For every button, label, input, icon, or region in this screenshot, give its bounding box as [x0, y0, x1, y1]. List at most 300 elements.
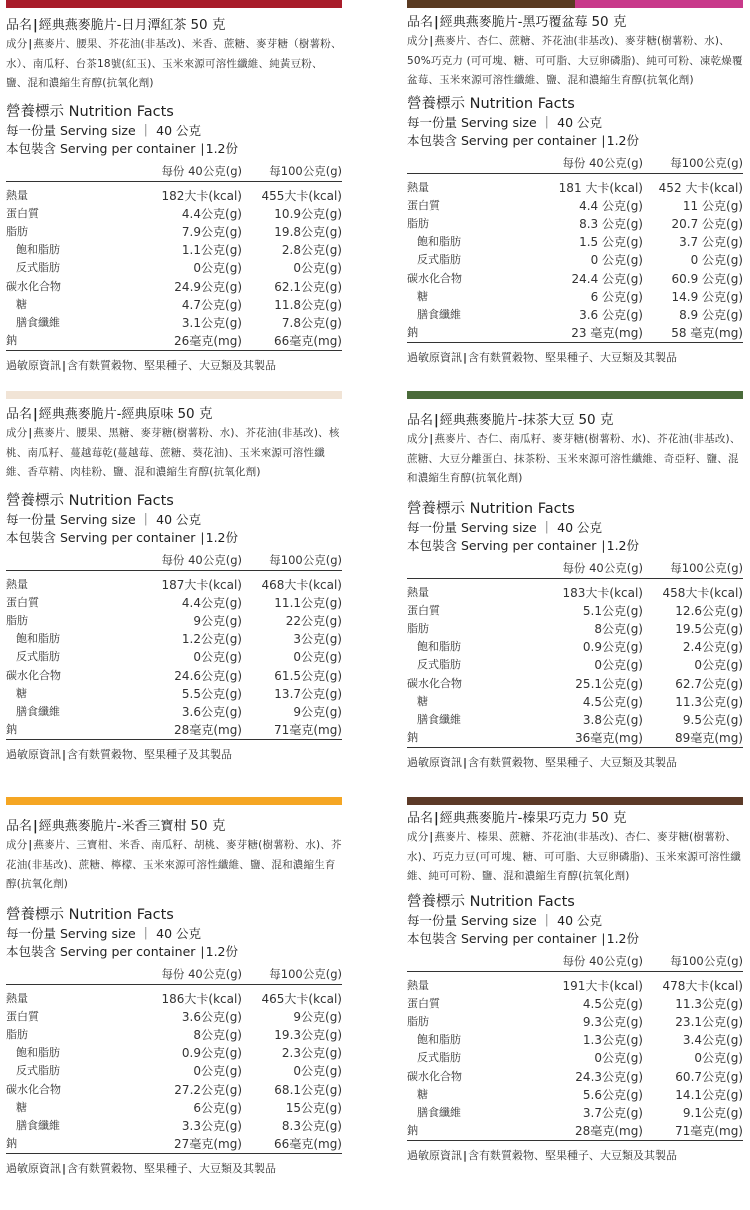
product-name: 經典燕麥脆片-米香三寶柑	[38, 819, 187, 834]
table-row	[407, 620, 743, 638]
per-serving-value: 3.6公克(g)	[181, 1009, 242, 1024]
nutrient-label: 蛋白質	[6, 595, 39, 609]
nutrition-facts-title: 營養標示 Nutrition Facts	[407, 893, 575, 910]
nutrition-table	[6, 550, 342, 741]
allergen-label: 過敏原資訊	[407, 756, 462, 770]
per-serving-value: 182大卡(kcal)	[161, 188, 242, 203]
nutrient-label: 膳食纖維	[16, 1118, 60, 1132]
nutrient-label: 脂肪	[6, 1027, 28, 1041]
table-row	[407, 1086, 743, 1104]
servings-per-container: 本包裝含 Serving per container ∣1.2份	[407, 537, 640, 553]
per-100g-value: 60.9 公克(g)	[671, 271, 743, 286]
nutrient-label: 糖	[417, 694, 428, 708]
ingredients	[6, 35, 342, 94]
per-serving-value: 23 毫克(mg)	[521, 324, 643, 343]
nutrient-label: 反式脂肪	[417, 253, 461, 267]
product-name: 經典燕麥脆片-榛果巧克力	[439, 811, 588, 826]
product-name: 經典燕麥脆片-黑巧覆盆莓	[439, 15, 588, 30]
per-serving-value: 3.8公克(g)	[582, 712, 643, 727]
per-100g-value: 66毫克(mg)	[242, 332, 342, 351]
per-100g-value: 60.7公克(g)	[675, 1069, 743, 1084]
table-row	[407, 324, 743, 343]
nutrient-label: 熱量	[6, 577, 28, 591]
color-bar-right	[575, 0, 743, 8]
per-100g-value: 3公克(g)	[293, 632, 342, 647]
per-serving-value: 0公克(g)	[193, 1064, 242, 1079]
per-serving-value: 0 公克(g)	[590, 253, 643, 268]
nutrient-label: 熱量	[407, 978, 429, 992]
separator: |	[463, 351, 468, 365]
table-row	[6, 241, 342, 259]
nutrition-table	[6, 161, 342, 352]
per-100g-value: 19.8公克(g)	[274, 224, 342, 239]
nutrition-facts-title: 營養標示 Nutrition Facts	[6, 906, 174, 923]
separator: |	[28, 427, 33, 439]
separator: |	[434, 413, 439, 428]
allergen-text: 含有麩質穀物、堅果種子、大豆類及其製品	[468, 1149, 678, 1163]
table-row	[407, 215, 743, 233]
header-per-serving: 每份 40公克(g)	[521, 153, 643, 174]
allergen-text: 含有麩質穀物、堅果種子、大豆類及其製品	[468, 351, 678, 365]
table-row	[6, 1026, 342, 1044]
per-100g-value: 8.9 公克(g)	[679, 307, 743, 322]
product-panel-matcha-soy	[407, 391, 743, 772]
separator: |	[429, 831, 434, 843]
serving-size: 每一份量 Serving size ｜ 40 公克	[407, 519, 603, 535]
separator: |	[429, 433, 434, 445]
table-row	[6, 594, 342, 612]
per-100g-value: 71毫克(mg)	[242, 721, 342, 740]
per-100g-value: 3.4公克(g)	[682, 1033, 743, 1048]
product-weight: 50 克	[591, 14, 627, 30]
product-name-line	[407, 809, 743, 828]
nutrition-table	[407, 558, 743, 749]
nutrient-label: 碳水化合物	[407, 1069, 462, 1083]
nutrient-label: 膳食纖維	[16, 704, 60, 718]
separator: |	[28, 839, 33, 851]
nutrient-label: 蛋白質	[407, 996, 440, 1010]
table-row	[407, 674, 743, 692]
ingredients	[6, 424, 342, 483]
per-serving-value: 3.1公克(g)	[181, 315, 242, 330]
allergen-text: 含有麩質穀物、堅果種子、大豆類及其製品	[67, 359, 277, 373]
header-per-serving: 每份 40公克(g)	[120, 550, 242, 571]
nutrient-label: 反式脂肪	[16, 650, 60, 664]
servings-per-container: 本包裝含 Serving per container ∣1.2份	[407, 930, 640, 946]
per-serving-value: 191大卡(kcal)	[562, 978, 643, 993]
allergen-info	[6, 746, 342, 764]
table-row	[6, 1044, 342, 1062]
separator: |	[463, 756, 468, 770]
header-per-serving: 每份 40公克(g)	[120, 161, 242, 182]
per-serving-value: 3.7公克(g)	[582, 1105, 643, 1120]
nutrient-label: 碳水化合物	[407, 676, 462, 690]
per-100g-value: 15公克(g)	[285, 1100, 342, 1115]
per-100g-value: 9公克(g)	[293, 1009, 342, 1024]
table-row	[6, 570, 342, 594]
nutrient-label: 糖	[16, 297, 27, 311]
per-100g-value: 89毫克(mg)	[643, 729, 743, 748]
header-per-100g: 每100公克(g)	[643, 558, 743, 579]
nutrient-label: 鈉	[407, 324, 521, 343]
product-weight: 50 克	[591, 810, 627, 826]
per-100g-value: 11.1公克(g)	[274, 595, 342, 610]
table-header-row	[6, 964, 342, 985]
header-per-100g: 每100公克(g)	[643, 153, 743, 174]
per-100g-value: 11 公克(g)	[682, 198, 743, 213]
allergen-label: 過敏原資訊	[6, 1162, 61, 1176]
table-row	[407, 602, 743, 620]
name-label: 品名	[407, 413, 434, 428]
per-serving-value: 7.9公克(g)	[181, 224, 242, 239]
ingredients	[407, 430, 743, 489]
color-bar	[407, 391, 743, 399]
per-100g-value: 19.5公克(g)	[675, 621, 743, 636]
per-100g-value: 9.5公克(g)	[682, 712, 743, 727]
per-serving-value: 26毫克(mg)	[120, 332, 242, 351]
nutrient-label: 鈉	[407, 1122, 521, 1141]
ingredients-text: 燕麥片、杏仁、蔗糖、芥花油(非基改)、麥芽糖(樹薯粉、水)、50%巧克力 (可可塊、糖、可可脂、大豆卵磷脂)、純可可粉、凍乾燥覆盆莓、玉米來源可溶性纖維、鹽、混和濃縮生育醇(抗氧化劑)	[407, 35, 743, 86]
allergen-info	[407, 1147, 743, 1165]
header-per-100g: 每100公克(g)	[643, 951, 743, 972]
per-serving-value: 5.1公克(g)	[582, 603, 643, 618]
per-serving-value: 6 公克(g)	[590, 289, 643, 304]
separator: |	[33, 407, 38, 422]
nutrient-label: 蛋白質	[407, 198, 440, 212]
per-serving-value: 0.9公克(g)	[582, 640, 643, 655]
nutrient-label: 脂肪	[407, 1014, 429, 1028]
per-serving-value: 3.6 公克(g)	[579, 307, 643, 322]
separator: |	[434, 811, 439, 826]
header-per-serving: 每份 40公克(g)	[521, 558, 643, 579]
ingredients-label: 成分	[407, 433, 429, 445]
per-serving-value: 0.9公克(g)	[181, 1046, 242, 1061]
nutrient-label: 鈉	[6, 332, 120, 351]
per-serving-value: 28毫克(mg)	[521, 1122, 643, 1141]
nutrient-label: 熱量	[407, 585, 429, 599]
table-row	[407, 1104, 743, 1122]
table-row	[6, 1062, 342, 1080]
nutrient-label: 反式脂肪	[16, 261, 60, 275]
separator: |	[28, 38, 33, 50]
color-bar	[6, 0, 342, 8]
table-row	[6, 223, 342, 241]
per-serving-value: 183大卡(kcal)	[562, 585, 643, 600]
ingredients-label: 成分	[407, 35, 429, 47]
per-serving-value: 0公克(g)	[594, 658, 643, 673]
per-serving-value: 3.3公克(g)	[181, 1118, 242, 1133]
per-100g-value: 8.3公克(g)	[281, 1118, 342, 1133]
per-serving-value: 25.1公克(g)	[575, 676, 643, 691]
table-row	[407, 173, 743, 197]
per-serving-value: 3.6公克(g)	[181, 704, 242, 719]
per-serving-value: 4.5公克(g)	[582, 694, 643, 709]
per-100g-value: 20.7 公克(g)	[671, 216, 743, 231]
table-row	[6, 1008, 342, 1026]
nutrition-table	[407, 951, 743, 1142]
per-100g-value: 13.7公克(g)	[274, 686, 342, 701]
product-panel-sun-moon-lake-black-tea	[6, 0, 342, 375]
separator: |	[62, 1162, 67, 1176]
per-serving-value: 36毫克(mg)	[521, 729, 643, 748]
nutrient-label: 脂肪	[6, 613, 28, 627]
ingredients-label: 成分	[6, 839, 28, 851]
nutrient-label: 熱量	[6, 991, 28, 1005]
per-serving-value: 8公克(g)	[193, 1027, 242, 1042]
color-bar	[407, 0, 743, 8]
header-spacer	[6, 964, 120, 985]
nutrient-label: 飽和脂肪	[16, 1046, 60, 1060]
table-row	[407, 197, 743, 215]
table-row	[6, 612, 342, 630]
table-row	[6, 1080, 342, 1098]
allergen-info	[407, 349, 743, 367]
per-serving-value: 0公克(g)	[193, 261, 242, 276]
product-name-line	[6, 405, 342, 424]
table-row	[407, 711, 743, 729]
ingredients-text: 燕麥片、榛果、蔗糖、芥花油(非基改)、杏仁、麥芽糖(樹薯粉、水)、巧克力豆(可可塊、糖、可可脂、大豆卵磷脂)、玉米來源可溶性纖維、純可可粉、鹽、混和濃縮生育醇(抗氧化劑)	[407, 831, 741, 882]
per-100g-value: 9.1公克(g)	[682, 1105, 743, 1120]
name-label: 品名	[6, 18, 33, 33]
table-row	[407, 269, 743, 287]
ingredients-text: 燕麥片、腰果、芥花油(非基改)、米香、蔗糖、麥芽糖（樹薯粉、水）、南瓜籽、台茶18號(紅玉)、玉米來源可溶性纖維、純黃豆粉、鹽、混和濃縮生育醇(抗氧化劑)	[6, 38, 342, 89]
per-100g-value: 458大卡(kcal)	[662, 585, 743, 600]
header-per-100g: 每100公克(g)	[242, 550, 342, 571]
nutrient-label: 飽和脂肪	[417, 640, 461, 654]
per-100g-value: 9公克(g)	[293, 704, 342, 719]
nutrient-label: 糖	[417, 1087, 428, 1101]
per-serving-value: 1.1公克(g)	[181, 243, 242, 258]
nutrition-facts-title: 營養標示 Nutrition Facts	[6, 103, 174, 120]
table-row	[6, 648, 342, 666]
table-row	[407, 1013, 743, 1031]
per-serving-value: 6公克(g)	[193, 1100, 242, 1115]
per-100g-value: 0公克(g)	[293, 1064, 342, 1079]
nutrient-label: 膳食纖維	[417, 307, 461, 321]
product-name-line	[407, 411, 743, 430]
per-100g-value: 0公克(g)	[293, 261, 342, 276]
table-row	[407, 729, 743, 748]
per-100g-value: 19.3公克(g)	[274, 1027, 342, 1042]
ingredients-text: 燕麥片、杏仁、南瓜籽、麥芽糖(樹薯粉、水)、芥花油(非基改)、蔗糖、大豆分離蛋白、抹茶粉、玉米來源可溶性纖維、奇亞籽、鹽、混和濃縮生育醇(抗氧化劑)	[407, 433, 741, 484]
separator: |	[463, 1149, 468, 1163]
nutrient-label: 鈉	[6, 721, 120, 740]
table-row	[6, 181, 342, 205]
table-header-row	[6, 161, 342, 182]
separator: |	[429, 35, 434, 47]
nutrient-label: 膳食纖維	[417, 1105, 461, 1119]
per-100g-value: 478大卡(kcal)	[662, 978, 743, 993]
nutrient-label: 熱量	[6, 188, 28, 202]
per-100g-value: 452 大卡(kcal)	[658, 180, 743, 195]
table-row	[407, 1122, 743, 1141]
servings-per-container: 本包裝含 Serving per container ∣1.2份	[6, 943, 239, 959]
per-100g-value: 11.3公克(g)	[675, 996, 743, 1011]
per-100g-value: 0 公克(g)	[690, 253, 743, 268]
per-100g-value: 11.3公克(g)	[675, 694, 743, 709]
serving-size: 每一份量 Serving size ｜ 40 公克	[6, 925, 202, 941]
header-per-serving: 每份 40公克(g)	[521, 951, 643, 972]
separator: |	[33, 819, 38, 834]
allergen-label: 過敏原資訊	[407, 351, 462, 365]
per-100g-value: 468大卡(kcal)	[261, 577, 342, 592]
nutrient-label: 飽和脂肪	[417, 235, 461, 249]
nutrient-label: 膳食纖維	[417, 712, 461, 726]
serving-size: 每一份量 Serving size ｜ 40 公克	[407, 114, 603, 130]
per-serving-value: 4.4公克(g)	[181, 206, 242, 221]
panel-body	[407, 411, 743, 772]
table-row	[6, 685, 342, 703]
per-100g-value: 68.1公克(g)	[274, 1082, 342, 1097]
per-100g-value: 10.9公克(g)	[274, 206, 342, 221]
nutrient-label: 反式脂肪	[417, 658, 461, 672]
product-name: 經典燕麥脆片-經典原味	[38, 407, 174, 422]
table-row	[6, 703, 342, 721]
table-header-row	[6, 550, 342, 571]
per-serving-value: 9公克(g)	[193, 613, 242, 628]
per-100g-value: 2.8公克(g)	[281, 243, 342, 258]
color-bar	[407, 797, 743, 805]
table-row	[407, 306, 743, 324]
serving-size: 每一份量 Serving size ｜ 40 公克	[6, 122, 202, 138]
table-row	[407, 233, 743, 251]
nutrition-facts-title: 營養標示 Nutrition Facts	[6, 492, 174, 509]
allergen-info	[6, 357, 342, 375]
per-100g-value: 2.3公克(g)	[281, 1046, 342, 1061]
header-per-100g: 每100公克(g)	[242, 161, 342, 182]
table-row	[407, 971, 743, 995]
per-100g-value: 455大卡(kcal)	[261, 188, 342, 203]
nutrient-label: 熱量	[407, 180, 429, 194]
table-row	[6, 205, 342, 223]
product-weight: 50 克	[177, 406, 213, 422]
per-100g-value: 465大卡(kcal)	[261, 991, 342, 1006]
product-panel-dark-chocolate-raspberry	[407, 0, 743, 367]
per-serving-value: 5.6公克(g)	[582, 1087, 643, 1102]
nutrient-label: 脂肪	[407, 216, 429, 230]
nutrient-label: 反式脂肪	[16, 1064, 60, 1078]
nutrient-label: 反式脂肪	[417, 1051, 461, 1065]
product-name-line	[6, 817, 342, 836]
table-header-row	[407, 558, 743, 579]
per-100g-value: 7.8公克(g)	[281, 315, 342, 330]
panel-body	[407, 809, 743, 1165]
header-spacer	[407, 153, 521, 174]
table-row	[6, 666, 342, 684]
per-100g-value: 58 毫克(mg)	[643, 324, 743, 343]
separator: |	[62, 359, 67, 373]
per-serving-value: 8公克(g)	[594, 621, 643, 636]
table-row	[407, 693, 743, 711]
table-row	[407, 1049, 743, 1067]
per-100g-value: 14.9 公克(g)	[671, 289, 743, 304]
per-serving-value: 4.4公克(g)	[181, 595, 242, 610]
name-label: 品名	[407, 15, 434, 30]
per-100g-value: 3.7 公克(g)	[679, 235, 743, 250]
ingredients-label: 成分	[407, 831, 429, 843]
header-per-serving: 每份 40公克(g)	[120, 964, 242, 985]
table-row	[407, 578, 743, 602]
nutrient-label: 碳水化合物	[6, 279, 61, 293]
per-serving-value: 186大卡(kcal)	[161, 991, 242, 1006]
nutrition-facts-title: 營養標示 Nutrition Facts	[407, 500, 575, 517]
ingredients	[407, 32, 743, 91]
table-header-row	[407, 951, 743, 972]
allergen-text: 含有麩質穀物、堅果種子、大豆類及其製品	[468, 756, 678, 770]
product-panel-rice-citrus	[6, 797, 342, 1178]
panel-body	[6, 16, 342, 375]
header-spacer	[6, 161, 120, 182]
serving-size: 每一份量 Serving size ｜ 40 公克	[6, 511, 202, 527]
product-name-line	[407, 13, 743, 32]
table-row	[6, 314, 342, 332]
allergen-label: 過敏原資訊	[6, 359, 61, 373]
per-serving-value: 5.5公克(g)	[181, 686, 242, 701]
nutrient-label: 蛋白質	[407, 603, 440, 617]
nutrition-table	[6, 964, 342, 1155]
allergen-info	[407, 754, 743, 772]
nutrient-label: 膳食纖維	[16, 315, 60, 329]
nutrient-label: 脂肪	[407, 621, 429, 635]
ingredients-text: 燕麥片、三寶柑、米香、南瓜籽、胡桃、麥芽糖(樹薯粉、水)、芥花油(非基改)、蔗糖、檸檬、玉米來源可溶性纖維、鹽、混和濃縮生育醇(抗氧化劑)	[6, 839, 342, 890]
product-weight: 50 克	[190, 818, 226, 834]
nutrient-label: 鈉	[407, 729, 521, 748]
header-spacer	[6, 550, 120, 571]
table-row	[6, 1135, 342, 1154]
header-spacer	[407, 951, 521, 972]
table-row	[6, 259, 342, 277]
per-serving-value: 9.3公克(g)	[582, 1014, 643, 1029]
color-bar	[6, 797, 342, 805]
ingredients-label: 成分	[6, 38, 28, 50]
nutrient-label: 碳水化合物	[6, 668, 61, 682]
per-serving-value: 0公克(g)	[594, 1051, 643, 1066]
color-bar-left	[407, 0, 575, 8]
per-100g-value: 62.1公克(g)	[274, 279, 342, 294]
servings-per-container: 本包裝含 Serving per container ∣1.2份	[6, 529, 239, 545]
per-serving-value: 1.2公克(g)	[181, 632, 242, 647]
product-weight: 50 克	[190, 17, 226, 33]
per-serving-value: 28毫克(mg)	[120, 721, 242, 740]
per-serving-value: 4.4 公克(g)	[579, 198, 643, 213]
per-100g-value: 23.1公克(g)	[675, 1014, 743, 1029]
product-name: 經典燕麥脆片-日月潭紅茶	[38, 18, 187, 33]
per-100g-value: 0公克(g)	[293, 650, 342, 665]
product-weight: 50 克	[578, 412, 614, 428]
nutrient-label: 鈉	[6, 1135, 120, 1154]
table-row	[6, 721, 342, 740]
per-100g-value: 12.6公克(g)	[675, 603, 743, 618]
name-label: 品名	[6, 819, 33, 834]
nutrient-label: 飽和脂肪	[16, 243, 60, 257]
name-label: 品名	[6, 407, 33, 422]
per-serving-value: 4.7公克(g)	[181, 297, 242, 312]
allergen-label: 過敏原資訊	[407, 1149, 462, 1163]
table-row	[6, 984, 342, 1008]
table-row	[6, 332, 342, 351]
table-row	[6, 630, 342, 648]
per-serving-value: 24.9公克(g)	[174, 279, 242, 294]
table-row	[407, 1067, 743, 1085]
panel-body	[6, 405, 342, 764]
per-serving-value: 4.5公克(g)	[582, 996, 643, 1011]
nutrient-label: 脂肪	[6, 224, 28, 238]
nutrient-label: 蛋白質	[6, 1009, 39, 1023]
per-serving-value: 1.5 公克(g)	[579, 235, 643, 250]
nutrient-label: 飽和脂肪	[16, 632, 60, 646]
nutrient-label: 飽和脂肪	[417, 1033, 461, 1047]
servings-per-container: 本包裝含 Serving per container ∣1.2份	[6, 140, 239, 156]
